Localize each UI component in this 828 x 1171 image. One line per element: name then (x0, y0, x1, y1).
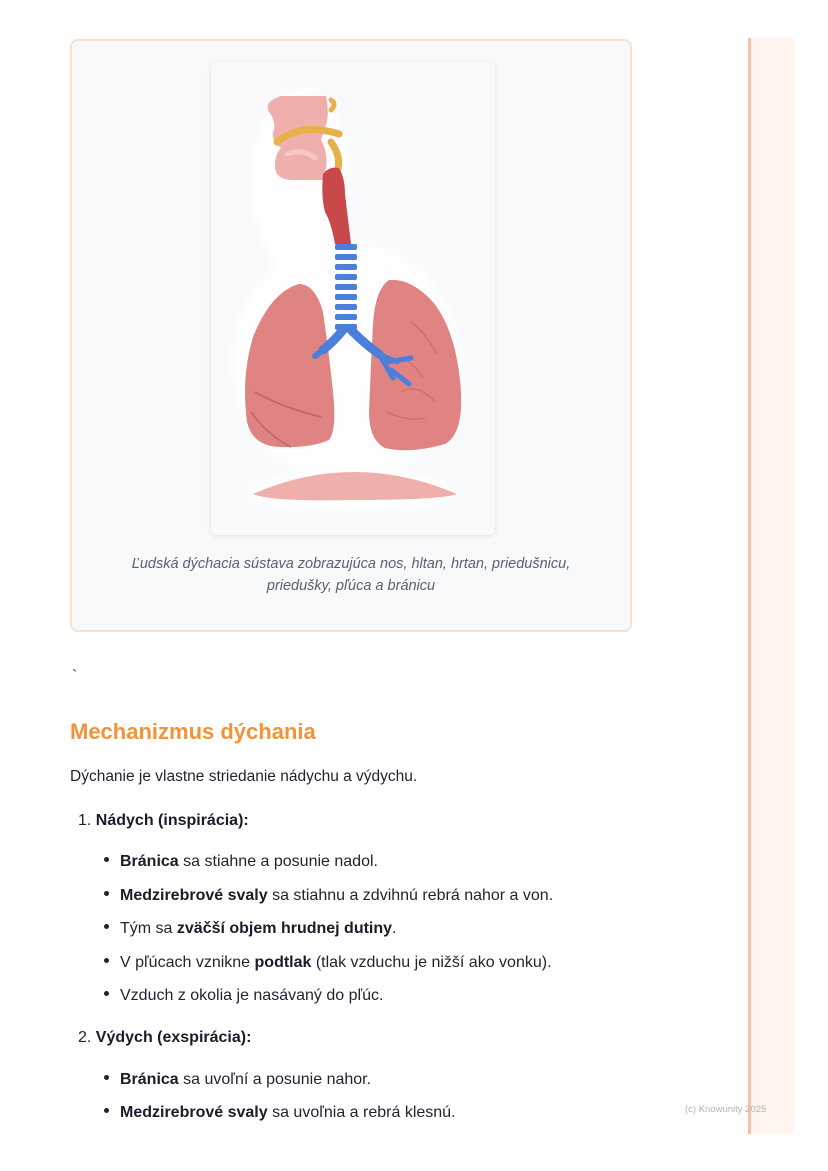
list-label: Výdych (exspirácia): (95, 1029, 252, 1046)
section-title: Mechanizmus dýchania (70, 719, 316, 744)
section-intro: Dýchanie je vlastne striedanie nádychu a výdychu. (70, 768, 418, 785)
right-margin-strip (748, 38, 794, 1134)
bullet-dot-icon (104, 857, 109, 862)
respiratory-system-illustration (211, 62, 495, 535)
list-number: 2. (78, 1029, 92, 1046)
stray-backtick: ` (72, 668, 78, 685)
bullet-dot-icon (104, 1108, 109, 1113)
copyright-notice: (c) Knowunity 2025 (685, 1104, 767, 1115)
trachea-shape (335, 244, 357, 330)
bullet-dot-icon (104, 991, 109, 996)
figure-caption: Ľudská dýchacia sústava zobrazujúca nos, hltan, hrtan, priedušnicu, priedušky, pľúca a bránicu (131, 556, 571, 594)
bullet-item: Medzirebrové svaly sa stiahnu a zdvihnú rebrá nahor a von. (104, 887, 553, 905)
bullet-dot-icon (104, 1075, 109, 1080)
list-label: Nádych (inspirácia): (95, 812, 249, 829)
bullet-item: Medzirebrové svaly sa uvoľnia a rebrá klesnú. (104, 1104, 456, 1122)
bullet-dot-icon (104, 891, 109, 896)
bullet-item: Bránica sa uvoľní a posunie nahor. (104, 1071, 371, 1089)
respiratory-system-drawing (211, 62, 495, 535)
list-item-inhale (78, 812, 249, 830)
bullet-item: V pľúcach vznikne podtlak (tlak vzduchu je nižší ako vonku). (104, 954, 552, 972)
bullet-item: Tým sa zväčší objem hrudnej dutiny. (104, 920, 397, 938)
bullet-item: Bránica sa stiahne a posunie nadol. (104, 853, 378, 871)
figure-card (70, 39, 632, 632)
bullet-item: Vzduch z okolia je nasávaný do pľúc. (104, 987, 384, 1005)
bullet-dot-icon (104, 924, 109, 929)
bullet-dot-icon (104, 958, 109, 963)
diaphragm-shape (253, 472, 457, 500)
list-item-exhale (78, 1029, 251, 1047)
list-number: 1. (78, 812, 92, 829)
